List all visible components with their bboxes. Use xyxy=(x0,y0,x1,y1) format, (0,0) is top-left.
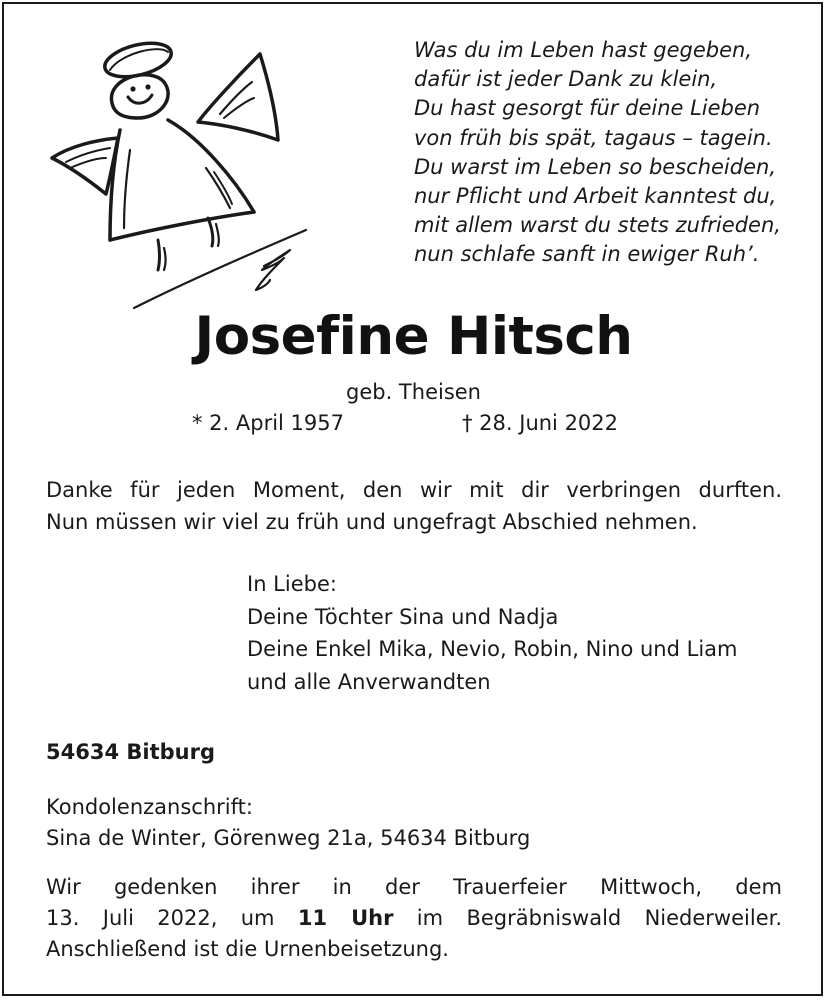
memorial-line: Anschließend ist die Urnenbeisetzung. xyxy=(46,937,449,961)
deceased-name: Josefine Hitsch xyxy=(194,306,633,367)
angel-illustration xyxy=(40,18,330,318)
signatory-line: und alle Anverwandten xyxy=(247,669,491,694)
condolence-address-block xyxy=(46,792,530,854)
signatory-line: In Liebe: xyxy=(247,572,337,596)
poem-line: nun schlafe sanft in ewiger Ruh’. xyxy=(414,242,760,267)
poem-line: mit allem warst du stets zufrieden, xyxy=(414,213,781,238)
memorial-time: 11 Uhr xyxy=(297,906,394,930)
signatory-line: Deine Töchter Sina und Nadja xyxy=(247,604,559,629)
signatories xyxy=(247,568,738,698)
memorial-line xyxy=(46,903,782,934)
poem-line: Du hast gesorgt für deine Lieben xyxy=(414,96,761,121)
condolence-label: Kondolenzanschrift: xyxy=(46,795,253,819)
memorial-date: 13. Juli 2022, um xyxy=(46,906,298,930)
poem-line: nur Pflicht und Arbeit kanntest du, xyxy=(414,184,777,209)
thanks-text xyxy=(46,474,782,538)
condolence-address: Sina de Winter, Görenweg 21a, 54634 Bitburg xyxy=(46,826,531,850)
city-heading: 54634 Bitburg xyxy=(46,740,215,764)
poem-line: Du warst im Leben so bescheiden, xyxy=(414,154,777,179)
memorial-service-text xyxy=(46,872,782,965)
signatory-line: Deine Enkel Mika, Nevio, Robin, Nino und Liam xyxy=(247,637,738,661)
poem-line: Was du im Leben hast gegeben, xyxy=(414,38,752,62)
memorial-location: im Begräbniswald Niederweiler. xyxy=(393,906,782,930)
poem-line: von früh bis spät, tagaus – tagein. xyxy=(414,125,773,150)
poem-line: dafür ist jeder Dank zu klein, xyxy=(414,67,718,92)
memorial-line: Wir gedenken ihrer in der Trauerfeier Mittwoch, dem xyxy=(46,875,782,899)
birth-date: * 2. April 1957 xyxy=(192,411,345,435)
thanks-line: Danke für jeden Moment, den wir mit dir verbringen durften. xyxy=(46,478,782,502)
death-date: † 28. Juni 2022 xyxy=(462,411,619,435)
thanks-line: Nun müssen wir viel zu früh und ungefragt Abschied nehmen. xyxy=(46,510,698,534)
poem xyxy=(414,36,814,270)
maiden-name: geb. Theisen xyxy=(346,380,481,404)
